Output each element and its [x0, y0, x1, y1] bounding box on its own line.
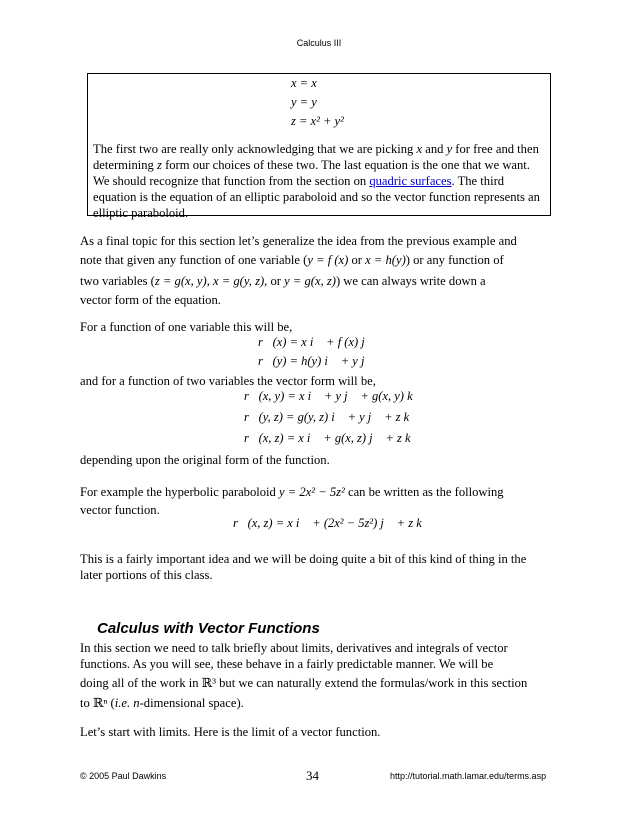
equation-z: z = x² + y²	[291, 114, 344, 128]
equation-two-var-xy: r⃗(x, y) = x i⃗ + y j⃗ + g(x, y) k⃗	[244, 389, 423, 403]
footer-page-number: 34	[306, 768, 319, 783]
paragraph-depending: depending upon the original form of the function.	[80, 453, 330, 467]
paragraph-limits: Let’s start with limits. Here is the limit of a vector function.	[80, 725, 381, 739]
page-header: Calculus III	[296, 38, 342, 48]
box-paragraph: The first two are really only acknowledging that we are picking x and y for free and then determining z form our choices of these two. The last equation is the one that we want. We should recognize that function from the section on quadric surfaces. The third equation is the equation of an elliptic paraboloid and so the vector function represents an elliptic paraboloid.	[93, 142, 540, 220]
equation-one-var-y: r⃗(y) = h(y) i⃗ + y j⃗	[258, 354, 375, 368]
section-heading: Calculus with Vector Functions	[97, 620, 320, 637]
paragraph-hyperbolic: For example the hyperbolic paraboloid y = 2x² − 5z² can be written as the following vector function.	[80, 485, 504, 517]
paragraph-important: This is a fairly important idea and we will be doing quite a bit of this kind of thing in the later portions of this class.	[80, 552, 527, 582]
equation-hyperbolic-vector: r⃗(x, z) = x i⃗ + (2x² − 5z²) j⃗ + z k⃗	[233, 516, 432, 530]
footer-copyright: © 2005 Paul Dawkins	[80, 771, 167, 781]
paragraph-two-variables: and for a function of two variables the vector form will be,	[80, 374, 376, 388]
equation-two-var-xz: r⃗(x, z) = x i⃗ + g(x, z) j⃗ + z k⃗	[244, 431, 421, 445]
paragraph-calculus-intro: In this section we need to talk briefly about limits, derivatives and integrals of vector functions. As you will see, these behave in a fairly predictable manner. We will be doing all of the work in ℝ³ but we can naturally extend the formulas/work in this section to ℝⁿ (i.e. n-dimensional space).	[80, 641, 528, 710]
example-box	[87, 73, 551, 220]
equation-two-var-yz: r⃗(y, z) = g(y, z) i⃗ + y j⃗ + z k⃗	[244, 410, 419, 424]
quadric-surfaces-link[interactable]: quadric surfaces	[369, 174, 452, 188]
equation-y: y = y	[291, 95, 317, 109]
paragraph-one-variable: For a function of one variable this will be,	[80, 320, 293, 334]
equation-one-var-x: r⃗(x) = x i⃗ + f (x) j⃗	[258, 335, 375, 349]
paragraph-generalize: As a final topic for this section let’s generalize the idea from the previous example and note that given any function of one variable (y = f (x) or x = h(y)) or any function of two variables (z = g(x, y), x = g(y, z), or y = g(x, z)) we can always write down a vector form of the equation.	[80, 234, 517, 307]
equation-x: x = x	[291, 76, 317, 90]
footer-url[interactable]: http://tutorial.math.lamar.edu/terms.asp	[390, 771, 547, 781]
